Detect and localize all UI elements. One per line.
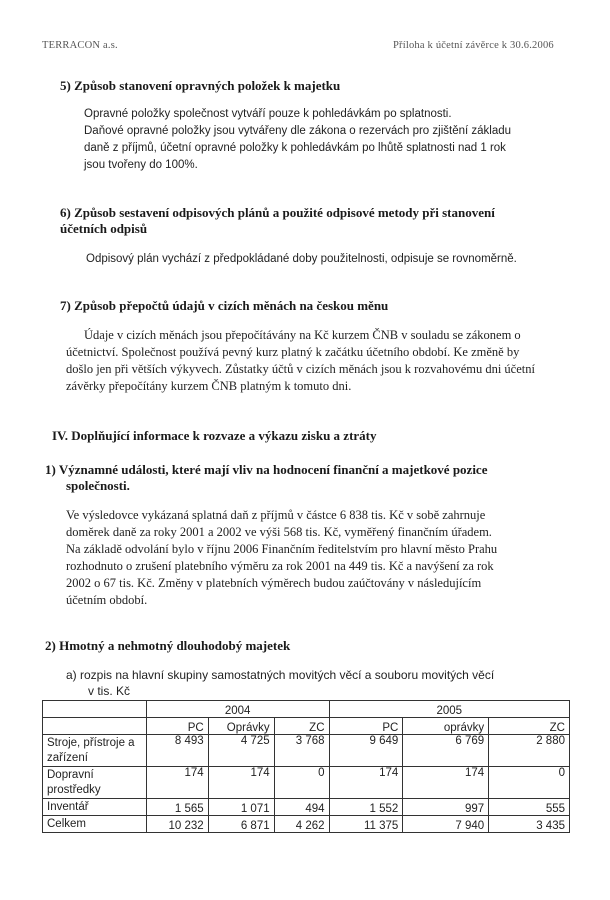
section5-line1: Opravné položky společnost vytváří pouze k pohledávkám po splatnosti.	[84, 108, 452, 120]
section7-line1: Údaje v cizích měnách jsou přepočítávány na Kč kurzem ČNB v souladu se zákonem o	[84, 328, 521, 342]
table-cell: 555	[489, 799, 570, 816]
table-cell: 11 375	[329, 816, 403, 833]
section1-line4: rozhodnuto o zrušení platebního výměru za rok 2001 na 449 tis. Kč a navýšení za rok	[66, 559, 494, 573]
table-cell: 0	[489, 767, 570, 799]
table-label-header	[43, 718, 147, 735]
section2-title: 2) Hmotný a nehmotný dlouhodobý majetek	[45, 638, 291, 653]
row-label-machines	[43, 735, 147, 767]
section7-line2: účetnictví. Společnost používá pevný kurz platný k začátku účetního období. Ke změně by	[66, 345, 520, 359]
section1-line1: Ve výsledovce vykázaná splatná daň z příjmů v částce 6 838 tis. Kč v sobě zahrnuje	[66, 508, 486, 522]
table-cell: 4 262	[274, 816, 329, 833]
year-2005-header: 2005	[329, 701, 569, 718]
table-cell: 2 880	[489, 735, 570, 767]
col-header-pc-2004: PC	[146, 718, 208, 735]
table-cell: 6 769	[403, 735, 489, 767]
table-cell: 3 768	[274, 735, 329, 767]
section6-title-line2: účetních odpisů	[60, 221, 148, 236]
table-cell: 174	[208, 767, 274, 799]
section7-title: 7) Způsob přepočtů údajů v cizích měnách na českou měnu	[60, 298, 389, 313]
table-cell: 174	[146, 767, 208, 799]
section1-title-line1: 1) Významné události, které mají vliv na hodnocení finanční a majetkové pozice	[45, 462, 488, 477]
section5-line4: jsou tvořeny do 100%.	[84, 159, 198, 171]
asset-table	[42, 700, 570, 833]
table-cell: 3 435	[489, 816, 570, 833]
row-label-line2: prostředky	[47, 784, 101, 796]
section7-line4: závěrky přepočítány kurzem ČNB platným k tomuto dni.	[66, 379, 352, 393]
table-year-row	[43, 701, 570, 718]
header-company: TERRACON a.s.	[42, 40, 118, 51]
table-row	[43, 799, 570, 816]
row-label-line1: Stroje, přístroje a	[47, 737, 135, 749]
header-attachment: Příloha k účetní závěrce k 30.6.2006	[393, 40, 554, 51]
section1-line5: 2002 o 67 tis. Kč. Změny v platebních výměrech budou zaúčtovány v následujícím	[66, 576, 482, 590]
table-cell: 174	[403, 767, 489, 799]
section1-line3: Na základě odvolání bylo v říjnu 2006 Finančním ředitelstvím pro hlavní město Prahu	[66, 542, 498, 556]
col-header-opravky-2004: Oprávky	[208, 718, 274, 735]
year-2004-header: 2004	[146, 701, 329, 718]
section2-subtitle-line1: a) rozpis na hlavní skupiny samostatných movitých věcí a souboru movitých věcí	[66, 668, 495, 682]
table-cell: 4 725	[208, 735, 274, 767]
table-cell: 997	[403, 799, 489, 816]
table-column-header-row	[43, 718, 570, 735]
section5-title: 5) Způsob stanovení opravných položek k majetku	[60, 78, 341, 93]
col-header-zc-2005: ZC	[489, 718, 570, 735]
table-row	[43, 735, 570, 767]
section1-line2: doměrek daně za roky 2001 a 2002 ve výši 568 tis. Kč, vyměřený finančním úřadem.	[66, 525, 492, 539]
table-cell: 9 649	[329, 735, 403, 767]
table-cell: 6 871	[208, 816, 274, 833]
row-label-vehicles	[43, 767, 147, 799]
section6-line1: Odpisový plán vychází z předpokládané doby použitelnosti, odpisuje se rovnoměrně.	[86, 253, 517, 265]
col-header-pc-2005: PC	[329, 718, 403, 735]
row-label-line1: Dopravní	[47, 769, 94, 781]
table-cell: 7 940	[403, 816, 489, 833]
table-cell: 1 552	[329, 799, 403, 816]
row-label-line2: zařízení	[47, 752, 88, 764]
table-row	[43, 767, 570, 799]
section6-title-line1: 6) Způsob sestavení odpisových plánů a použité odpisové metody při stanovení	[60, 205, 495, 220]
section2-subtitle-line2: v tis. Kč	[88, 684, 131, 698]
row-label-inventory: Inventář	[43, 799, 147, 816]
section1-line6: účetním období.	[66, 593, 148, 607]
table-cell: 494	[274, 799, 329, 816]
section-iv-title: IV. Doplňující informace k rozvaze a výkazu zisku a ztráty	[52, 428, 377, 443]
section1-title-line2: společnosti.	[66, 478, 130, 493]
table-corner-cell	[43, 701, 147, 718]
table-cell: 8 493	[146, 735, 208, 767]
row-label-total: Celkem	[43, 816, 147, 833]
table-cell: 10 232	[146, 816, 208, 833]
col-header-zc-2004: ZC	[274, 718, 329, 735]
table-cell: 174	[329, 767, 403, 799]
table-row-total	[43, 816, 570, 833]
section7-line3: došlo jen při větších výkyvech. Zůstatky účtů v cizích měnách jsou k rozvahovému dni účetní	[66, 362, 535, 376]
col-header-opravky-2005: oprávky	[403, 718, 489, 735]
table-cell: 1 565	[146, 799, 208, 816]
section5-line3: daně z příjmů, účetní opravné položky k pohledávkám po lhůtě splatnosti nad 1 rok	[84, 142, 506, 154]
table-cell: 1 071	[208, 799, 274, 816]
table-cell: 0	[274, 767, 329, 799]
section5-line2: Daňové opravné položky jsou vytvářeny dle zákona o rezervách pro zjištění základu	[84, 125, 512, 137]
